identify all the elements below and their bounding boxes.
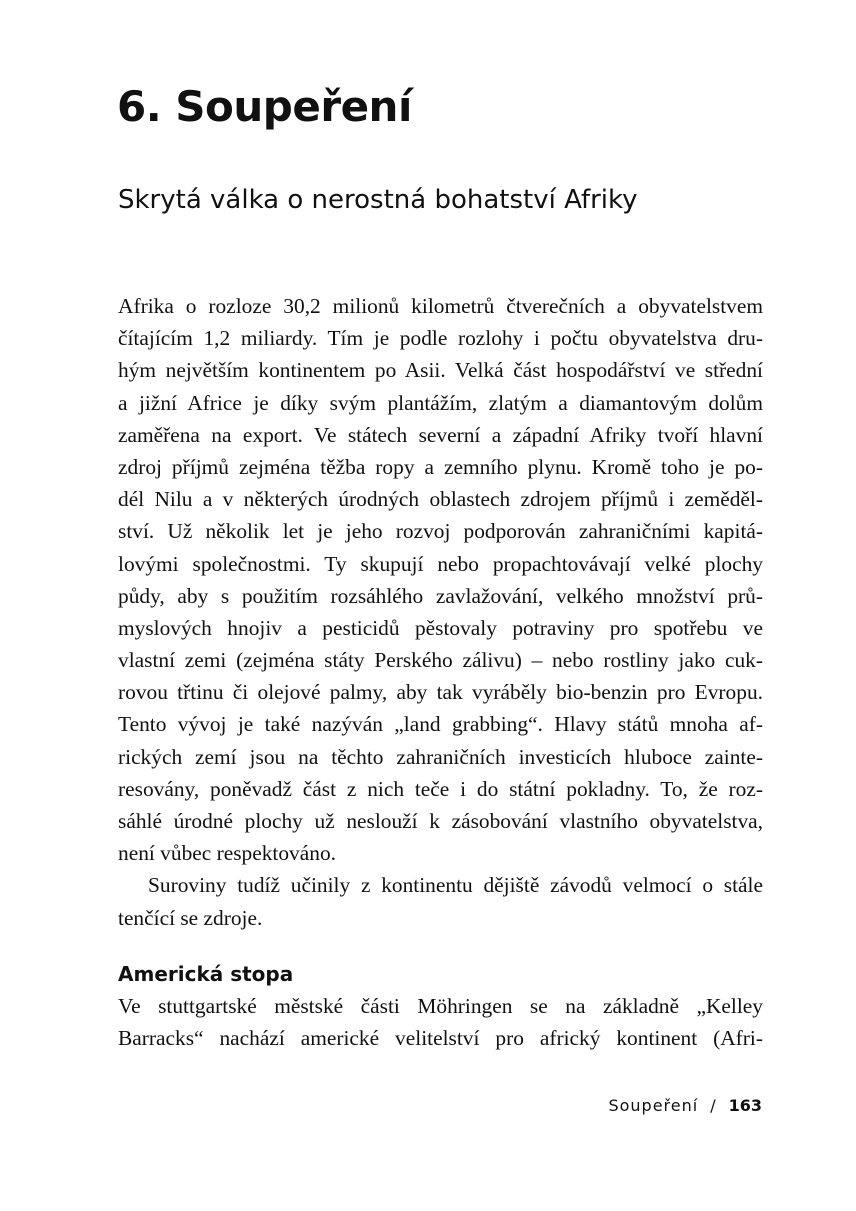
text-line: zaměřena na export. Ve státech severní a západní Afriky tvoří hlavní xyxy=(118,422,763,447)
text-line: čítajícím 1,2 miliardy. Tím je podle rozlohy i počtu obyvatelstva dru- xyxy=(118,326,763,351)
text-line: Suroviny tudíž učinily z kontinentu dějiště závodů velmocí o stále xyxy=(148,873,763,898)
text-line: hým největším kontinentem po Asii. Velká část hospodářství ve střední xyxy=(118,358,763,383)
body-text xyxy=(118,290,763,1054)
section-paragraph xyxy=(118,990,763,1054)
text-line: myslových hnojiv a pesticidů pěstovaly potraviny pro spotřebu ve xyxy=(118,615,763,640)
text-line: sáhlé úrodné plochy už neslouží k zásobování vlastního obyvatelstva, xyxy=(118,809,763,833)
text-line: resovány, poněvadž část z nich teče i do státní pokladny. To, že roz- xyxy=(118,776,763,801)
text-line: půdy, aby s použitím rozsáhlého zavlažování, velkého množství prů- xyxy=(118,583,763,608)
paragraph-2 xyxy=(118,869,763,933)
text-line: Barracks“ nachází americké velitelství pro africký kontinent (Afri- xyxy=(118,1025,763,1050)
chapter-subtitle: Skrytá válka o nerostná bohatství Afriky xyxy=(118,185,638,215)
text-line: vlastní zemi (zejména státy Perského zálivu) – nebo rostliny jako cuk- xyxy=(118,648,763,673)
page-footer xyxy=(608,1096,762,1115)
text-line: Tento vývoj je také nazýván „land grabbing“. Hlavy států mnoha af- xyxy=(118,712,763,737)
text-line: Ve stuttgartské městské části Möhringen se na základně „Kelley xyxy=(118,993,763,1018)
text-line: a jižní Africe je díky svým plantážím, zlatým a diamantovým dolům xyxy=(118,390,763,415)
footer-separator: / xyxy=(710,1096,717,1115)
chapter-title: 6. Soupeření xyxy=(117,82,412,131)
text-line: rických zemí jsou na těchto zahraničních investicích hluboce zainte- xyxy=(118,744,763,769)
text-line: dél Nilu a v některých úrodných oblastech zdrojem příjmů i zeměděl- xyxy=(118,487,763,512)
page-number: 163 xyxy=(728,1096,762,1115)
running-title: Soupeření xyxy=(608,1096,699,1115)
text-line: není vůbec respektováno. xyxy=(118,841,336,866)
text-line: ství. Už několik let je jeho rozvoj podporován zahraničními kapitá- xyxy=(118,519,763,544)
text-line: rovou třtinu či olejové palmy, aby tak vyráběly bio-benzin pro Evropu. xyxy=(118,680,763,705)
text-line: lovými společnostmi. Ty skupují nebo propachtovávají velké plochy xyxy=(118,551,763,576)
text-line: Afrika o rozloze 30,2 milionů kilometrů čtverečních a obyvatelstvem xyxy=(118,294,763,318)
paragraph-1 xyxy=(118,290,763,869)
section-heading: Americká stopa xyxy=(118,961,294,986)
text-line: tenčící se zdroje. xyxy=(118,905,263,930)
text-line: zdroj příjmů zejména těžba ropy a zemního plynu. Kromě toho je po- xyxy=(118,454,763,479)
